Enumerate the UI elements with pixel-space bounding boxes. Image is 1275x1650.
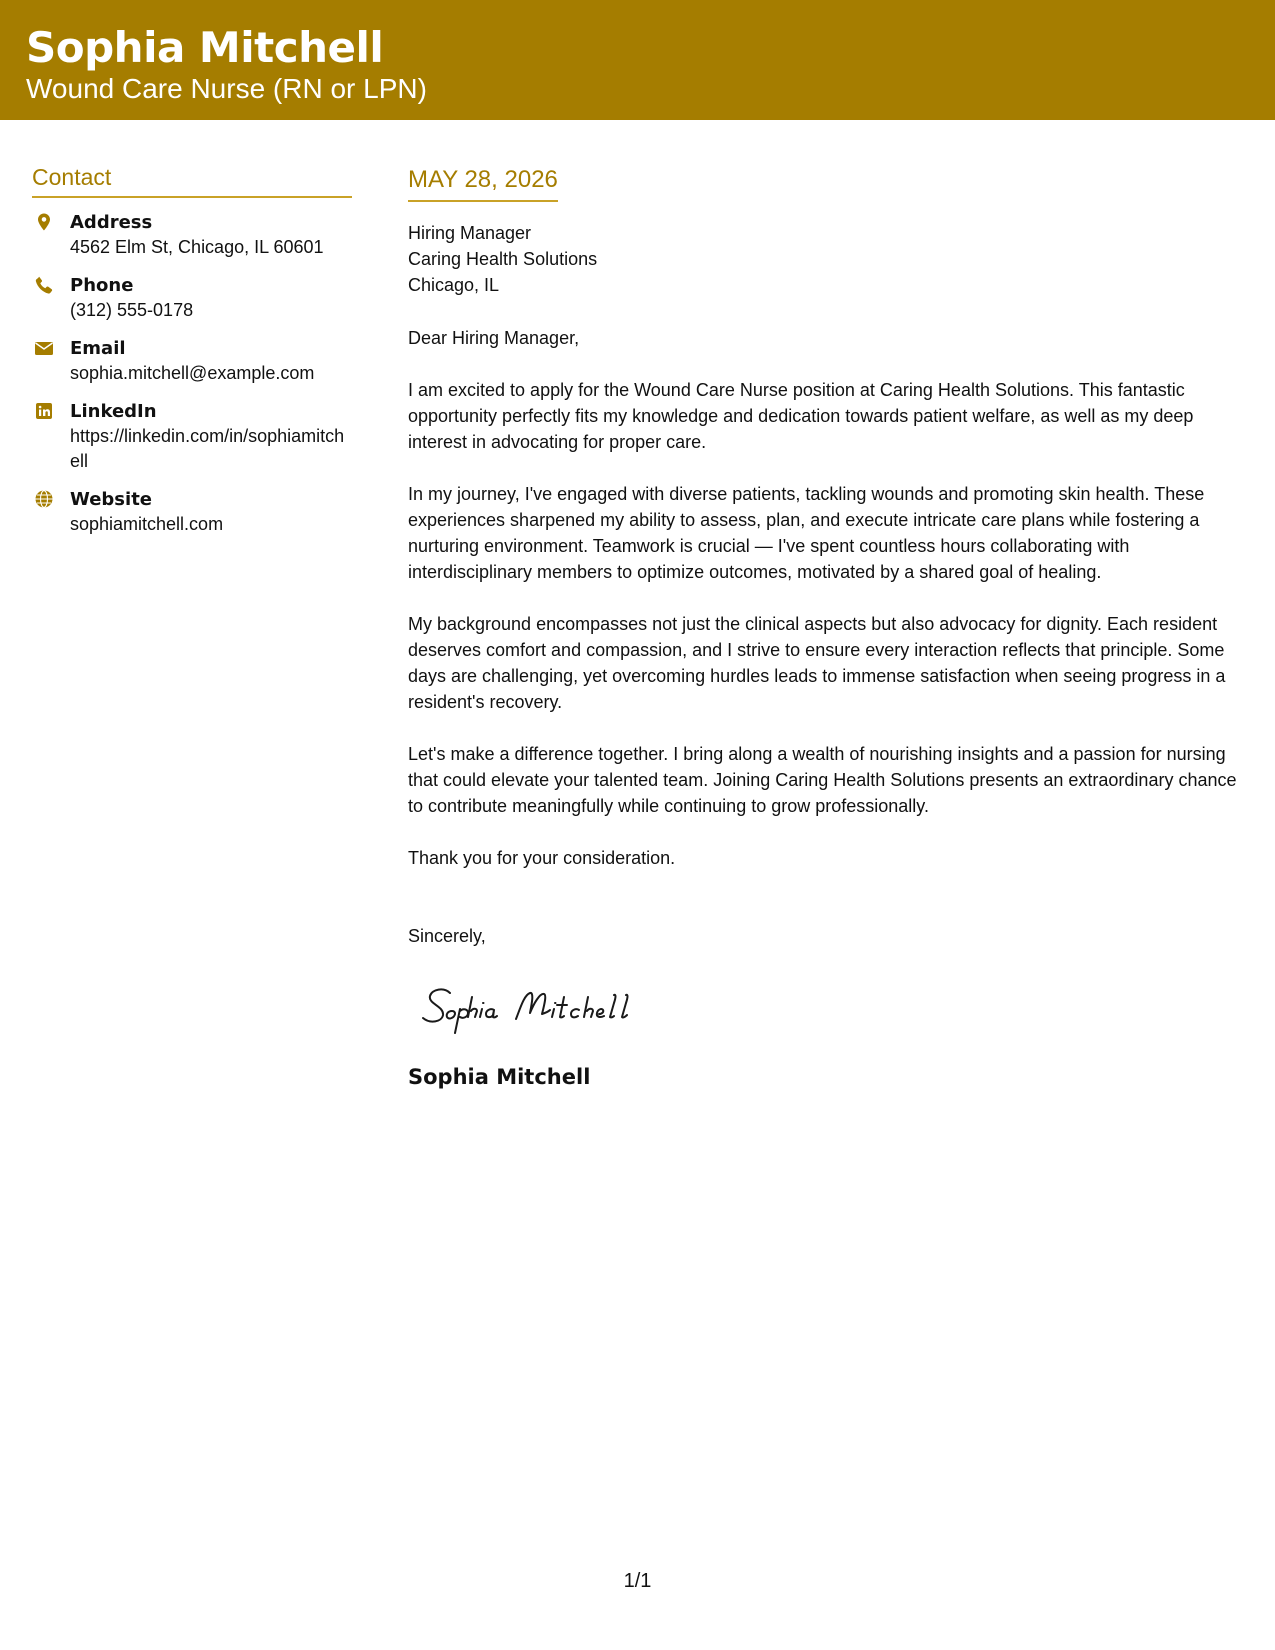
contact-label: Address	[70, 212, 153, 233]
contact-label: Phone	[70, 275, 134, 296]
linkedin-icon	[34, 401, 54, 421]
signoff: Sincerely,	[408, 926, 486, 946]
letter-paragraph: Let's make a difference together. I bring along a wealth of nourishing insights and a passion for nursing that could elevate your talented team. Joining Caring Health Solutions presents an extraordinary chance to contribute meaningfully while continuing to grow professionally.	[408, 744, 1237, 816]
letter-date: MAY 28, 2026	[408, 164, 558, 202]
letter-paragraph: In my journey, I've engaged with diverse patients, tackling wounds and promoting skin health. These experiences sharpened my ability to assess, plan, and execute intricate care plans while fostering a nurturing environment. Teamwork is crucial — I've spent countless hours collaborating with interdisciplinary members to optimize outcomes, motivated by a shared goal of healing.	[408, 484, 1205, 582]
globe-icon	[34, 489, 54, 509]
contact-item-phone	[32, 273, 352, 323]
phone-icon	[34, 275, 54, 295]
greeting: Dear Hiring Manager,	[408, 328, 580, 348]
map-pin-icon	[34, 212, 54, 232]
contact-sidebar	[32, 162, 352, 550]
recipient-line: Chicago, IL	[408, 275, 500, 295]
contact-label: LinkedIn	[70, 401, 157, 422]
envelope-icon	[34, 338, 54, 358]
contact-label: Website	[70, 489, 153, 510]
contact-item-linkedin	[32, 399, 352, 474]
contact-label: Email	[70, 338, 126, 359]
contact-value: sophia.mitchell@example.com	[70, 363, 315, 383]
contact-value: 4562 Elm St, Chicago, IL 60601	[70, 237, 324, 257]
signer-name: Sophia Mitchell	[408, 1065, 591, 1089]
contact-item-email	[32, 336, 352, 386]
letter-paragraph: My background encompasses not just the clinical aspects but also advocacy for dignity. Each resident deserves comfort and compassion, and I strive to ensure every interaction reflects that principle. Some days are challenging, yet overcoming hurdles leads to immense satisfaction when seeing progress in a resident's recovery.	[408, 614, 1226, 712]
recipient-line: Hiring Manager	[408, 223, 532, 243]
contact-item-website	[32, 487, 352, 537]
contact-value: (312) 555-0178	[70, 300, 194, 320]
recipient-block	[408, 220, 1238, 298]
header-banner	[0, 0, 1275, 120]
recipient-line: Caring Health Solutions	[408, 249, 598, 269]
linkedin-link[interactable]: https://linkedin.com/in/sophiamitchell	[70, 426, 345, 471]
job-title: Wound Care Nurse (RN or LPN)	[26, 73, 427, 104]
website-link[interactable]: sophiamitchell.com	[70, 514, 224, 534]
contact-heading: Contact	[32, 162, 352, 198]
page-number: 1/1	[623, 1570, 652, 1592]
letter-body	[408, 164, 1238, 1091]
letter-paragraph: I am excited to apply for the Wound Care Nurse position at Caring Health Solutions. This fantastic opportunity perfectly fits my knowledge and dedication towards patient welfare, as well as my deep interest in advocating for proper care.	[408, 380, 1194, 452]
contact-item-address	[32, 210, 352, 260]
closing-line: Thank you for your consideration.	[408, 848, 676, 868]
handwritten-signature	[416, 973, 676, 1043]
applicant-name: Sophia Mitchell	[26, 23, 384, 72]
